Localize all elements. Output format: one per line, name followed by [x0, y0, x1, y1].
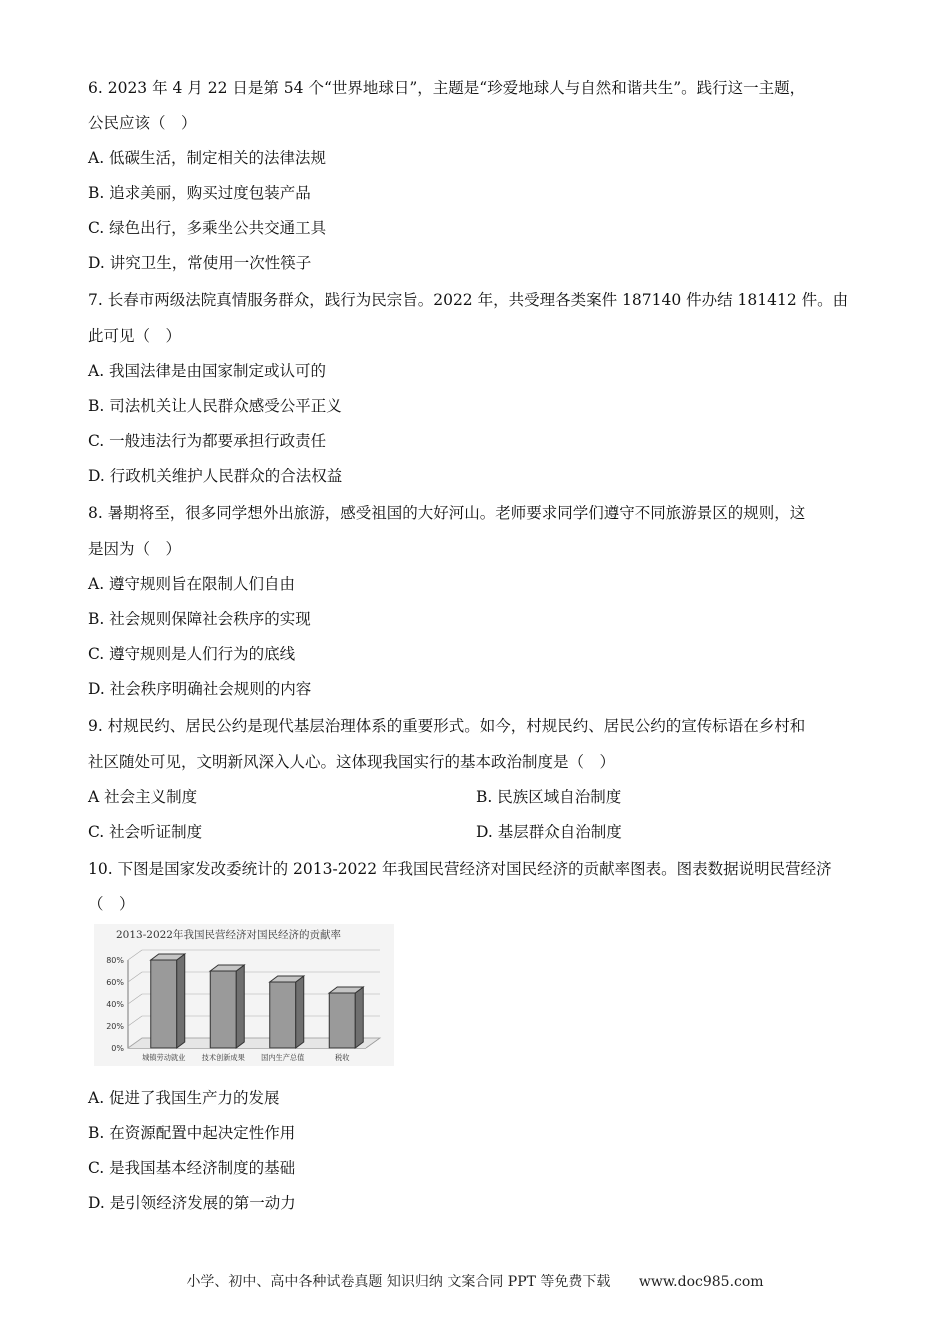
page-footer — [0, 1271, 950, 1291]
chart-x-label: 技术创新成果 — [201, 1053, 245, 1062]
chart-bar-front — [329, 993, 355, 1048]
chart-bar-side — [236, 965, 244, 1048]
chart-bar-side — [296, 976, 304, 1048]
chart-bar — [329, 987, 363, 1048]
q7-option-d: D. 行政机关维护人民群众的合法权益 — [88, 467, 343, 485]
q6-stem-line1: 6. 2023 年 4 月 22 日是第 54 个“世界地球日”，主题是“珍爱地球人与自然和谐共生”。践行这一主题， — [88, 79, 806, 97]
chart-x-label: 国内生产总值 — [261, 1053, 305, 1062]
q8-stem-line1: 8. 暑期将至，很多同学想外出旅游，感受祖国的大好河山。老师要求同学们遵守不同旅游景区的规则，这 — [88, 504, 806, 522]
q7-stem-line1: 7. 长春市两级法院真情服务群众，践行为民宗旨。2022 年，共受理各类案件 187140 件办结 181412 件。由 — [88, 291, 849, 309]
chart-bar — [151, 954, 185, 1048]
q8-option-b: B. 社会规则保障社会秩序的实现 — [88, 610, 311, 628]
chart-y-tick-label: 0% — [111, 1044, 124, 1053]
chart-x-label: 城镇劳动就业 — [142, 1053, 186, 1062]
q10-stem-line1: 10. 下图是国家发改委统计的 2013-2022 年我国民营经济对国民经济的贡献率图表。图表数据说明民营经济 — [88, 860, 832, 878]
q7-option-c: C. 一般违法行为都要承担行政责任 — [88, 432, 327, 450]
q6-stem-line2: 公民应该（ ） — [88, 114, 197, 132]
q9-stem-line1: 9. 村规民约、居民公约是现代基层治理体系的重要形式。如今，村规民约、居民公约的宣传标语在乡村和 — [88, 717, 806, 735]
q10-option-c: C. 是我国基本经济制度的基础 — [88, 1159, 296, 1177]
q8-stem-line2: 是因为（ ） — [88, 540, 182, 558]
q7-option-b: B. 司法机关让人民群众感受公平正义 — [88, 397, 342, 415]
q6-option-b: B. 追求美丽，购买过度包装产品 — [88, 184, 311, 202]
q6-option-a: A. 低碳生活，制定相关的法律法规 — [88, 149, 327, 167]
q6-option-c: C. 绿色出行，多乘坐公共交通工具 — [88, 219, 327, 237]
chart-bar-side — [355, 987, 363, 1048]
chart-bar-front — [151, 960, 177, 1048]
footer-text: 小学、初中、高中各种试卷真题 知识归纳 文案合同 PPT 等免费下载 — [186, 1274, 611, 1290]
q7-option-a: A. 我国法律是由国家制定或认可的 — [88, 362, 327, 380]
q10-stem-line2: （ ） — [88, 895, 135, 913]
q8-option-a: A. 遵守规则旨在限制人们自由 — [88, 575, 296, 593]
q10-option-b: B. 在资源配置中起决定性作用 — [88, 1124, 296, 1142]
q9-option-c: C. 社会听证制度 — [88, 823, 203, 841]
chart-bar-front — [270, 982, 296, 1048]
chart-y-tick-label: 60% — [106, 978, 124, 987]
q8-option-d: D. 社会秩序明确社会规则的内容 — [88, 680, 312, 698]
q9-option-b: B. 民族区域自治制度 — [476, 788, 622, 806]
q9-option-a: A 社会主义制度 — [88, 788, 198, 806]
chart-bar — [270, 976, 304, 1048]
q10-option-a: A. 促进了我国生产力的发展 — [88, 1089, 280, 1107]
chart-x-label: 税收 — [335, 1053, 350, 1062]
chart-y-tick-label: 20% — [106, 1022, 124, 1031]
q8-option-c: C. 遵守规则是人们行为的底线 — [88, 645, 296, 663]
q6-option-d: D. 讲究卫生，常使用一次性筷子 — [88, 254, 312, 272]
footer-url[interactable]: www.doc985.com — [638, 1274, 764, 1290]
q9-option-d: D. 基层群众自治制度 — [476, 823, 622, 841]
chart-bar-side — [177, 954, 185, 1048]
chart-bar-front — [210, 971, 236, 1048]
chart-y-tick-label: 40% — [106, 1000, 124, 1009]
chart-title: 2013-2022年我国民营经济对国民经济的贡献率 — [116, 929, 341, 941]
q10-option-d: D. 是引领经济发展的第一动力 — [88, 1194, 296, 1212]
chart-y-tick-label: 80% — [106, 956, 124, 965]
chart-bar — [210, 965, 244, 1048]
q7-stem-line2: 此可见（ ） — [88, 327, 182, 345]
contribution-bar-chart — [94, 924, 394, 1066]
q9-stem-line2: 社区随处可见，文明新风深入人心。这体现我国实行的基本政治制度是（ ） — [88, 753, 616, 771]
